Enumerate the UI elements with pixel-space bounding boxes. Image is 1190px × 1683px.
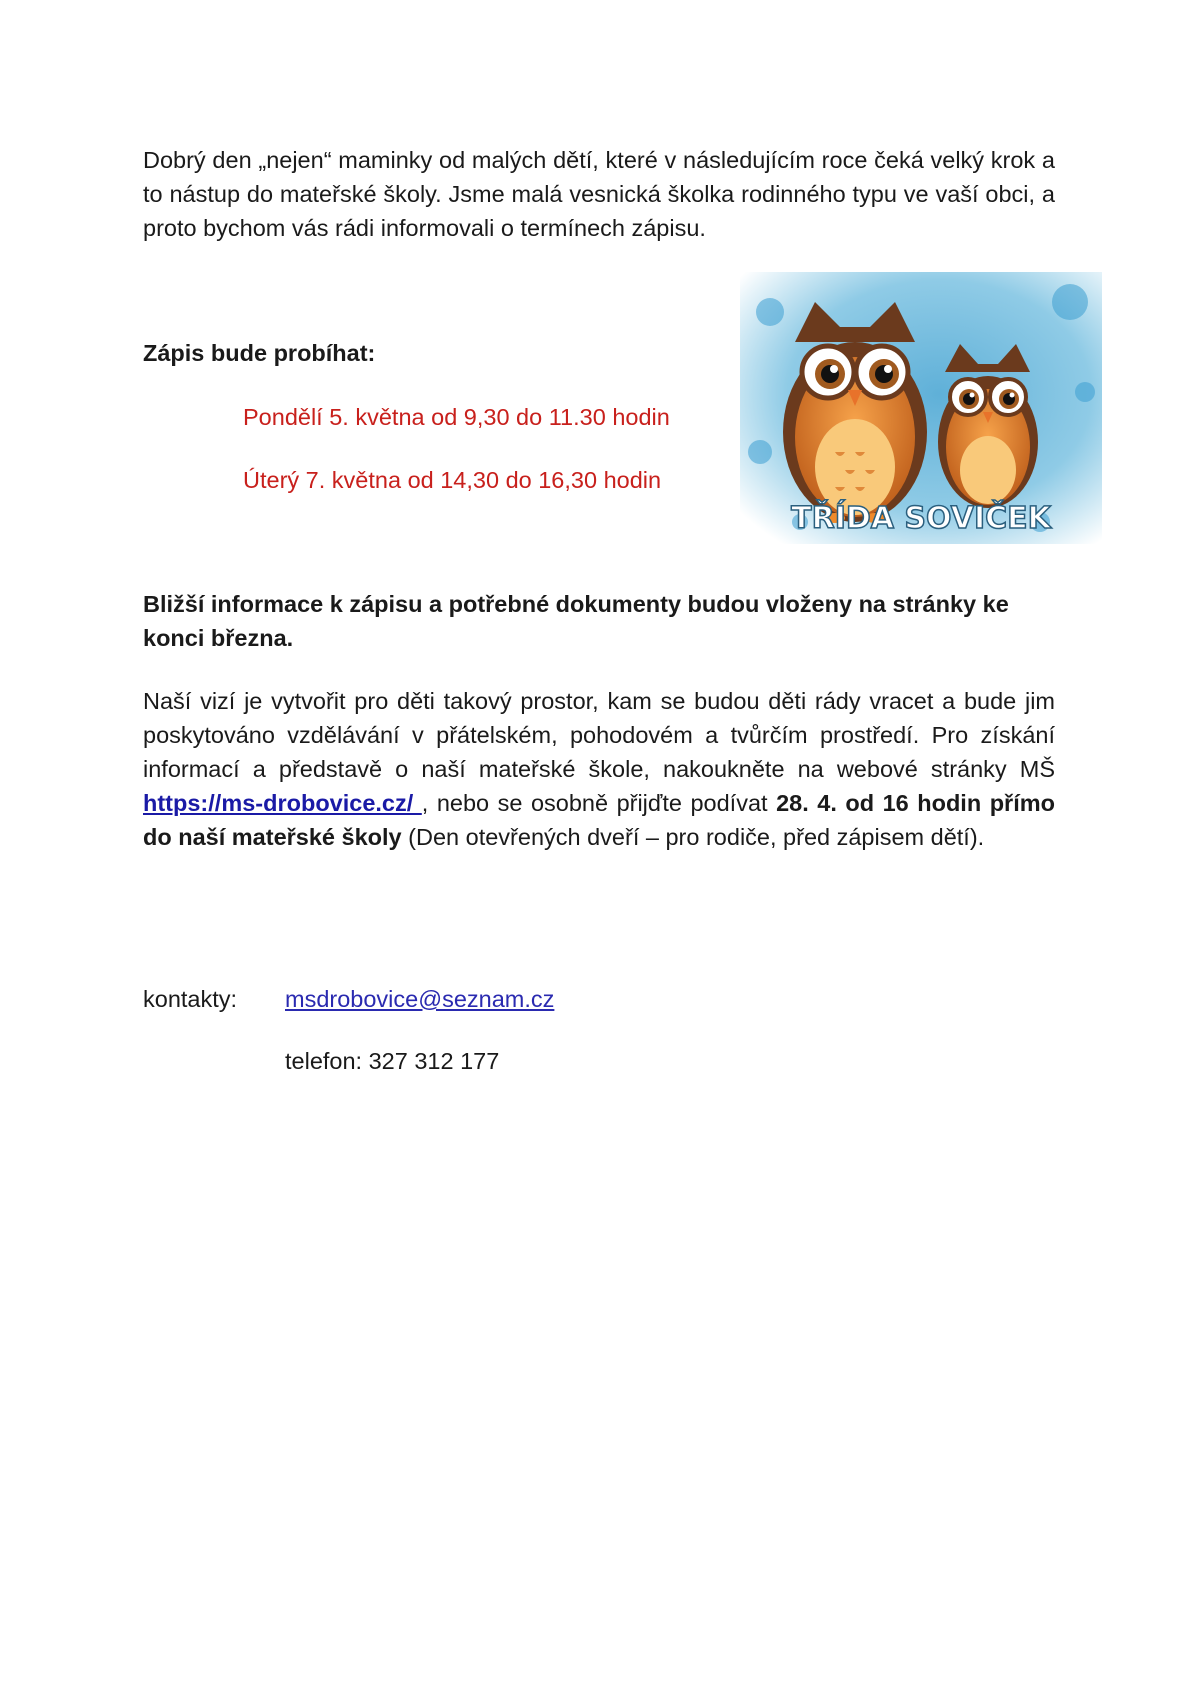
school-website-link[interactable]: https://ms-drobovice.cz/ [143,790,422,816]
vision-text-before-link: Naší vizí je vytvořit pro děti takový prostor, kam se budou děti rády vracet a bude jim poskytováno vzdělávání v přátelském, pohodovém a tvůrčím prostředí. Pro získání informací a představě o naší mateřské škole, nakoukněte na webové stránky MŠ [143,688,1055,782]
enrolment-date-monday: Pondělí 5. května od 9,30 do 11.30 hodin [243,404,670,430]
contact-email-link[interactable]: msdrobovice@seznam.cz [285,986,555,1012]
intro-paragraph: Dobrý den „nejen“ maminky od malých dětí, které v následujícím roce čeká velký krok a to nástup do mateřské školy. Jsme malá vesnická školka rodinného typu ve vaší obci, a proto bychom vás rádi informovali o termínech zápisu. [143,147,1055,241]
owls-illustration [740,272,1102,544]
info-paragraph: Bližší informace k zápisu a potřebné dokumenty budou vloženy na stránky ke konci března. [143,591,1009,651]
enrolment-heading: Zápis bude probíhat: [143,340,376,366]
vision-paragraph [143,684,1055,854]
logo-text: TŘÍDA SOVIČEK [791,501,1051,536]
open-day-date: 28. 4. od 16 hodin přímo do naší mateřské školy [143,790,1055,850]
vision-text-end: (Den otevřených dveří – pro rodiče, před zápisem dětí). [401,824,985,850]
owl-class-logo [740,272,1102,544]
enrolment-date-tuesday: Úterý 7. května od 14,30 do 16,30 hodin [243,467,662,493]
contacts-label: kontakty: [143,986,238,1012]
vision-text-after-link: , nebo se osobně přijďte podívat [421,790,777,816]
contact-phone: telefon: 327 312 177 [285,1048,500,1074]
small-owl [938,344,1038,508]
big-owl [783,302,927,523]
